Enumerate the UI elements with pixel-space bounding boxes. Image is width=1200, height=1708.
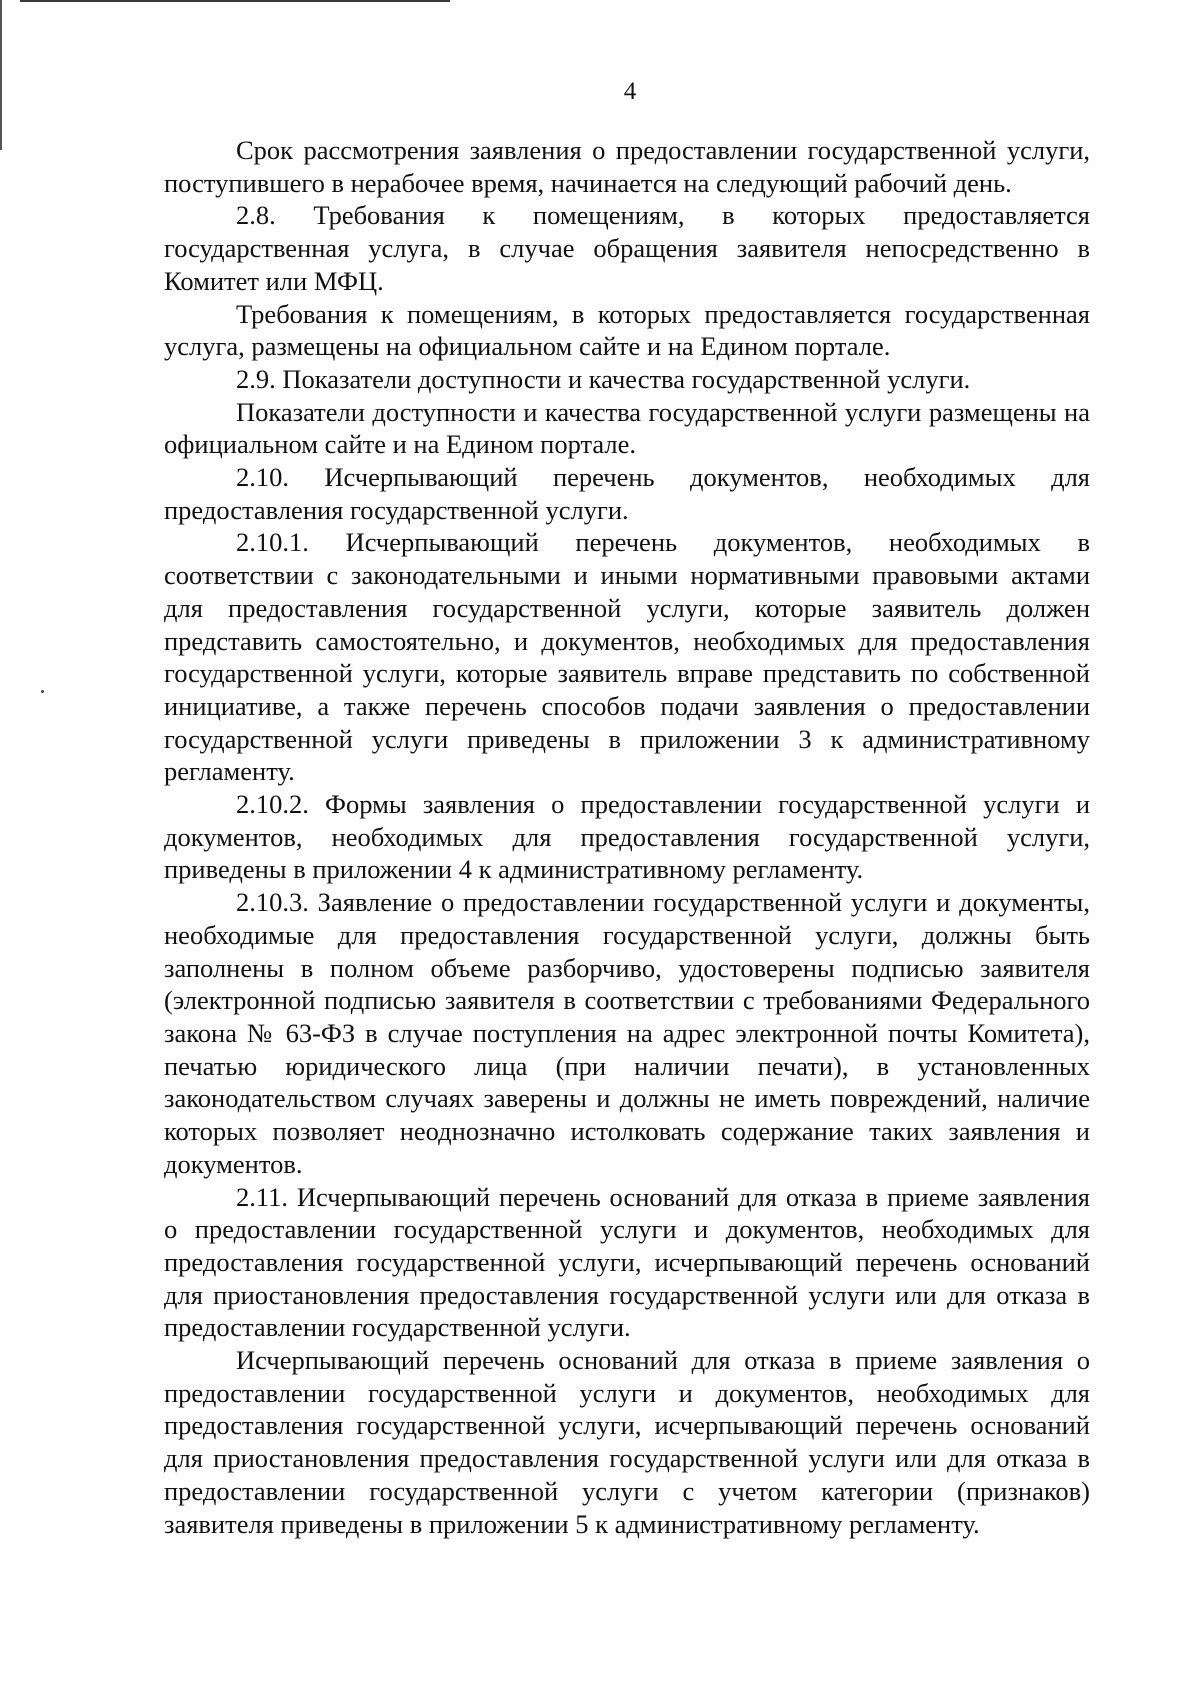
paragraph-2-9: 2.9. Показатели доступности и качества государственной услуги. xyxy=(236,363,971,394)
page-number: 4 xyxy=(623,78,637,105)
paragraph-premises-requirements: Требования к помещениям, в которых предоставляется государственная услуга, размещены на официальном сайте и на Едином портале. xyxy=(164,298,1090,362)
document-body xyxy=(164,134,1090,1540)
scan-speck xyxy=(41,690,44,693)
paragraph-2-10: 2.10. Исчерпывающий перечень документов, необходимых для предоставления государственной услуги. xyxy=(164,462,1090,525)
paragraph-2-8: 2.8. Требования к помещениям, в которых предоставляется государственная услуга, в случае обращения заявителя непосредственно в Комитет или МФЦ. xyxy=(164,200,1090,296)
paragraph-2-11: 2.11. Исчерпывающий перечень оснований для отказа в приеме заявления о предоставлении государственной услуги и документов, необходимых для предоставления государственной услуги, исчерпывающий перечень оснований для приостановления предоставления государственной услуги или для отказа в предоставлении государственной услуги. xyxy=(164,1181,1090,1343)
paragraph-refusal-grounds: Исчерпывающий перечень оснований для отказа в приеме заявления о предоставлении государственной услуги и документов, необходимых для предоставления государственной услуги, исчерпывающий перечень оснований для приостановления предоставления государственной услуги или для отказа в предоставлении государственной услуги с учетом категории (признаков) заявителя приведены в приложении 5 к административному регламенту. xyxy=(164,1345,1090,1539)
scan-top-edge xyxy=(20,0,450,2)
paragraph-2-10-1: 2.10.1. Исчерпывающий перечень документов, необходимых в соответствии с законодательными и иными нормативными правовыми актами для предоставления государственной услуги, которые заявитель должен представить самостоятельно, и документов, необходимых для предоставления государственной услуги, которые заявитель вправе представить по собственной инициативе, а также перечень способов подачи заявления о предоставлении государственной услуги приведены в приложении 3 к административному регламенту. xyxy=(164,527,1090,787)
paragraph-quality-indicators: Показатели доступности и качества государственной услуги размещены на официальном сайте и на Едином портале. xyxy=(164,396,1090,460)
paragraph-2-10-3: 2.10.3. Заявление о предоставлении государственной услуги и документы, необходимые для предоставления государственной услуги, должны быть заполнены в полном объеме разборчиво, удостоверены подписью заявителя (электронной подписью заявителя в соответствии с требованиями Федерального закона № 63-ФЗ в случае поступления на адрес электронной почты Комитета), печатью юридического лица (при наличии печати), в установленных законодательством случаях заверены и должны не иметь повреждений, наличие которых позволяет неоднозначно истолковать содержание таких заявления и документов. xyxy=(164,887,1090,1179)
paragraph-review-period: Срок рассмотрения заявления о предоставлении государственной услуги, поступившего в нерабочее время, начинается на следующий рабочий день. xyxy=(164,135,1090,198)
paragraph-2-10-2: 2.10.2. Формы заявления о предоставлении государственной услуги и документов, необходимых для предоставления государственной услуги, приведены в приложении 4 к административному регламенту. xyxy=(164,789,1090,885)
scan-left-edge xyxy=(0,0,2,150)
